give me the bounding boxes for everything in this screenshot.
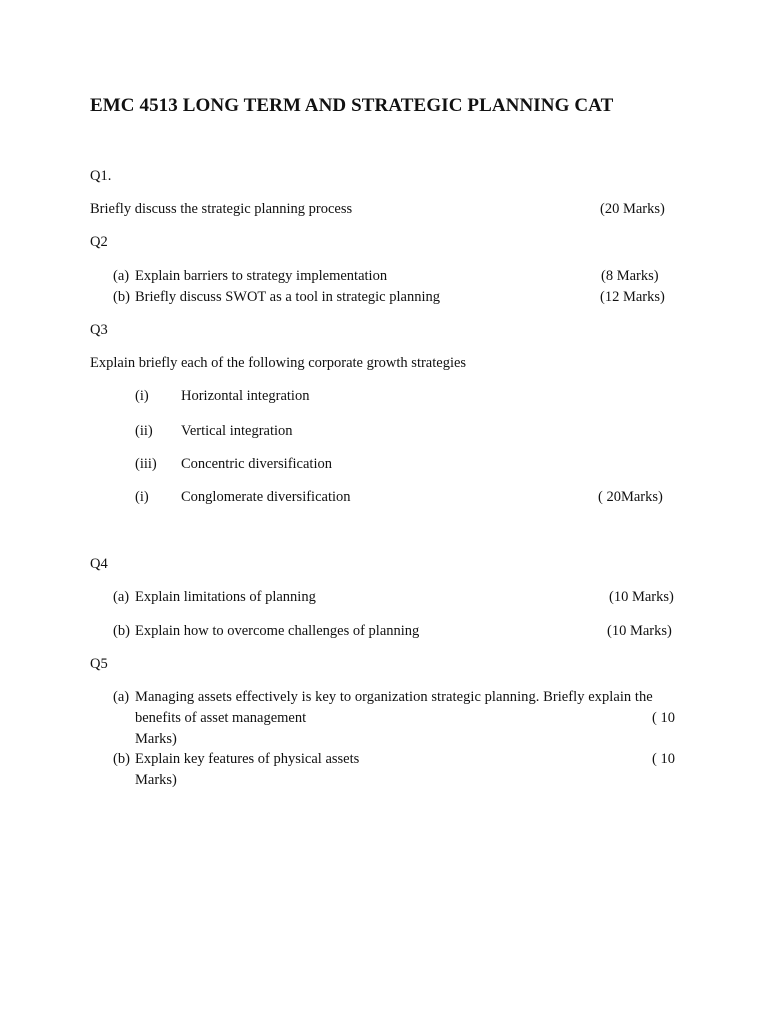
q2a-marker: (a) — [113, 268, 130, 284]
q2-label: Q2 — [90, 234, 108, 250]
q3-item-marker: (i) — [135, 388, 149, 404]
q3-item-text: Concentric diversification — [181, 456, 332, 472]
q5b-text: Explain key features of physical assets — [135, 751, 360, 767]
q5b-marks-continued: Marks) — [135, 772, 177, 788]
q5a-text-line2: benefits of asset management — [135, 710, 307, 726]
q5-label: Q5 — [90, 656, 108, 672]
q1-label: Q1. — [90, 168, 112, 184]
q2a-marks: (8 Marks) — [601, 268, 659, 284]
q4a-marks: (10 Marks) — [609, 589, 674, 605]
q5b-marks: ( 10 — [652, 751, 675, 767]
q4b-text: Explain how to overcome challenges of planning — [135, 623, 420, 639]
q1-marks: (20 Marks) — [600, 201, 665, 217]
q4b-marks: (10 Marks) — [607, 623, 672, 639]
q4a-marker: (a) — [113, 589, 130, 605]
q3-item-marker: (iii) — [135, 456, 157, 472]
q5a-text-line1: Managing assets effectively is key to organization strategic planning. Briefly explain the — [135, 689, 653, 705]
q3-intro: Explain briefly each of the following corporate growth strategies — [90, 355, 467, 371]
q1-text: Briefly discuss the strategic planning process — [90, 201, 353, 217]
q2b-marks: (12 Marks) — [600, 289, 665, 305]
q3-item-text: Vertical integration — [181, 423, 293, 439]
q3-label: Q3 — [90, 322, 108, 338]
q4a-text: Explain limitations of planning — [135, 589, 316, 605]
q5a-marker: (a) — [113, 689, 130, 705]
q3-item-text: Conglomerate diversification — [181, 489, 351, 505]
q3-marks: ( 20Marks) — [598, 489, 663, 505]
q2b-text: Briefly discuss SWOT as a tool in strategic planning — [135, 289, 440, 305]
q4-label: Q4 — [90, 556, 108, 572]
q3-item-marker: (i) — [135, 489, 149, 505]
q5b-marker: (b) — [113, 751, 130, 767]
q2a-text: Explain barriers to strategy implementation — [135, 268, 388, 284]
q3-item-marker: (ii) — [135, 423, 153, 439]
q2b-marker: (b) — [113, 289, 130, 305]
q5a-marks: ( 10 — [652, 710, 675, 726]
q4b-marker: (b) — [113, 623, 130, 639]
q3-item-text: Horizontal integration — [181, 388, 310, 404]
page-title: EMC 4513 LONG TERM AND STRATEGIC PLANNING CAT — [90, 95, 614, 116]
q5a-marks-continued: Marks) — [135, 731, 177, 747]
